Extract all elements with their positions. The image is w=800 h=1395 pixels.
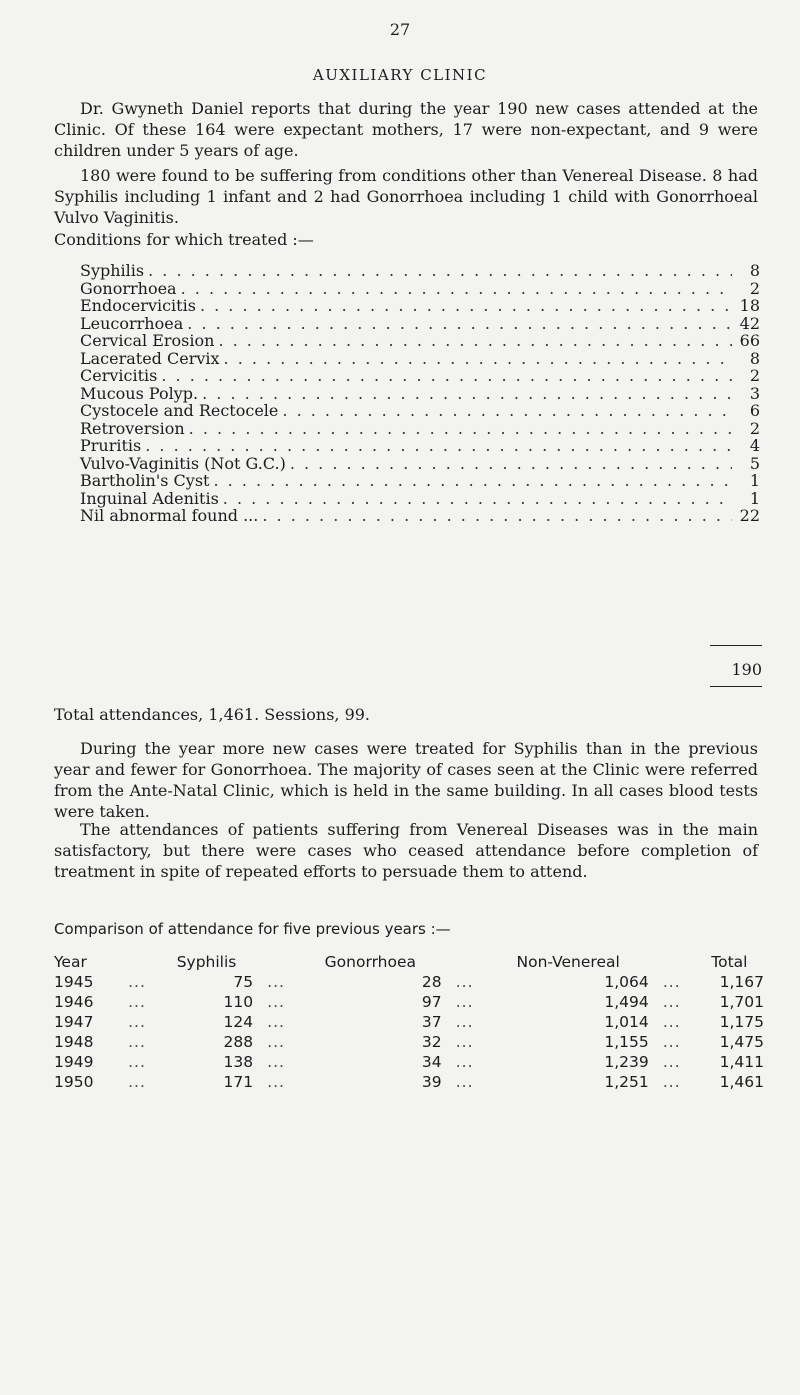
table-row <box>54 972 764 992</box>
cell-gonorrhoea: 32 <box>421 1033 442 1051</box>
leader-dots <box>224 350 732 368</box>
paragraph-attendance: The attendances of patients suffering from Venereal Diseases was in the main satisfactory, but there were cases who ceased attendance before completion of treatment in spite of repeated efforts to persuade them to attend. <box>54 820 758 881</box>
condition-count: 1 <box>749 488 760 508</box>
table-row <box>54 1052 764 1072</box>
condition-count: 5 <box>749 453 760 473</box>
paragraph-findings: 180 were found to be suffering from conditions other than Venereal Disease. 8 had Syphilis including 1 infant and 2 had Gonorrhoea including 1 child with Gonorrhoeal Vulvo Vaginitis. <box>54 166 758 227</box>
column-header-non-venereal: Non-Venereal <box>516 953 620 971</box>
paragraph-year-comparison: During the year more new cases were treated for Syphilis than in the previous year and fewer for Gonorrhoea. The majority of cases seen at the Clinic were referred from the Ante-Natal Clinic, which is held in the same building. In all cases blood tests were taken. <box>54 739 758 821</box>
condition-name: Nil abnormal found ... <box>80 506 259 525</box>
leader-dots <box>200 297 732 315</box>
conditions-total: 190 <box>731 660 762 679</box>
condition-name: Endocervicitis <box>80 296 196 315</box>
condition-count: 4 <box>749 436 760 455</box>
leader-dots: ... <box>662 1073 681 1091</box>
leader-dots <box>187 315 732 333</box>
cell-gonorrhoea: 97 <box>421 993 442 1011</box>
cell-total: 1,701 <box>719 993 764 1011</box>
leader-dots: ... <box>455 1013 474 1031</box>
condition-row <box>80 280 760 298</box>
condition-count: 22 <box>739 506 760 525</box>
cell-total: 1,475 <box>719 1033 764 1051</box>
table-row <box>54 992 764 1012</box>
leader-dots <box>202 385 732 403</box>
condition-count: 42 <box>739 313 760 333</box>
cell-gonorrhoea: 39 <box>421 1073 442 1091</box>
cell-total: 1,175 <box>719 1013 764 1031</box>
condition-name: Lacerated Cervix <box>80 348 220 368</box>
condition-count: 3 <box>749 383 760 403</box>
condition-count: 1 <box>749 471 760 490</box>
condition-name: Cervical Erosion <box>80 331 215 350</box>
table-header-row <box>54 952 764 972</box>
leader-dots: ... <box>455 993 474 1011</box>
sum-rule-top <box>710 645 762 646</box>
leader-dots: ... <box>455 973 474 991</box>
cell-syphilis: 124 <box>223 1013 254 1031</box>
cell-total: 1,167 <box>719 973 764 991</box>
condition-count: 66 <box>739 331 760 350</box>
cell-non-venereal: 1,251 <box>604 1073 649 1091</box>
condition-row <box>80 490 760 508</box>
cell-non-venereal: 1,155 <box>604 1033 649 1051</box>
leader-dots: ... <box>662 1033 681 1051</box>
condition-row <box>80 455 760 473</box>
condition-count: 18 <box>739 296 760 315</box>
leader-dots <box>148 262 732 280</box>
leader-dots: ... <box>662 973 681 991</box>
leader-dots: ... <box>128 1013 146 1031</box>
comparison-table <box>54 952 764 1092</box>
leader-dots <box>161 367 732 385</box>
condition-name: Cervicitis <box>80 366 158 385</box>
cell-syphilis: 171 <box>223 1073 254 1091</box>
conditions-heading: Conditions for which treated :— <box>54 230 314 249</box>
page-title: AUXILIARY CLINIC <box>312 66 488 84</box>
cell-year: 1947 <box>54 1013 94 1031</box>
cell-total: 1,461 <box>719 1073 764 1091</box>
leader-dots: ... <box>267 1013 285 1031</box>
leader-dots <box>189 420 732 438</box>
leader-dots: ... <box>455 1053 474 1071</box>
leader-dots: ... <box>455 1033 474 1051</box>
condition-count: 2 <box>749 366 760 385</box>
condition-row <box>80 507 760 525</box>
leader-dots: ... <box>267 1053 285 1071</box>
leader-dots <box>223 490 732 508</box>
leader-dots <box>262 507 732 525</box>
leader-dots: ... <box>662 993 681 1011</box>
condition-name: Vulvo-Vaginitis (Not G.C.) <box>80 453 286 473</box>
condition-row <box>80 437 760 455</box>
leader-dots: ... <box>267 973 285 991</box>
cell-total: 1,411 <box>719 1053 764 1071</box>
cell-year: 1945 <box>54 973 94 991</box>
cell-syphilis: 110 <box>223 993 254 1011</box>
condition-name: Leucorrhoea <box>80 313 184 333</box>
paragraph-intro: Dr. Gwyneth Daniel reports that during the year 190 new cases attended at the Clinic. Of these 164 were expectant mothers, 17 were non-expectant, and 9 were children under 5 years of age. <box>54 99 758 160</box>
cell-non-venereal: 1,014 <box>604 1013 649 1031</box>
conditions-list <box>80 262 760 525</box>
cell-year: 1946 <box>54 993 94 1011</box>
leader-dots <box>290 455 732 473</box>
table-row <box>54 1012 764 1032</box>
leader-dots: ... <box>662 1053 681 1071</box>
condition-row <box>80 350 760 368</box>
comparison-heading: Comparison of attendance for five previous years :— <box>54 920 451 938</box>
cell-year: 1950 <box>54 1073 94 1091</box>
column-header-syphilis: Syphilis <box>176 953 237 971</box>
condition-row <box>80 472 760 490</box>
cell-syphilis: 138 <box>223 1053 254 1071</box>
condition-name: Gonorrhoea <box>80 278 177 298</box>
condition-row <box>80 402 760 420</box>
leader-dots: ... <box>128 1073 146 1091</box>
leader-dots <box>213 472 732 490</box>
condition-name: Bartholin's Cyst <box>80 471 210 490</box>
condition-row <box>80 297 760 315</box>
cell-syphilis: 288 <box>223 1033 254 1051</box>
condition-name: Pruritis <box>80 436 142 455</box>
condition-name: Mucous Polyp. <box>80 383 199 403</box>
leader-dots: ... <box>128 1033 146 1051</box>
cell-gonorrhoea: 37 <box>421 1013 442 1031</box>
condition-name: Syphilis <box>80 261 145 280</box>
cell-non-venereal: 1,064 <box>604 973 649 991</box>
condition-count: 6 <box>749 401 760 420</box>
sum-rule-bottom <box>710 686 762 687</box>
cell-gonorrhoea: 34 <box>421 1053 442 1071</box>
condition-row <box>80 332 760 350</box>
condition-name: Inguinal Adenitis <box>80 488 219 508</box>
condition-name: Retroversion <box>80 418 185 438</box>
leader-dots: ... <box>128 993 146 1011</box>
leader-dots: ... <box>267 1033 285 1051</box>
column-header-year: Year <box>54 953 87 971</box>
condition-row <box>80 315 760 333</box>
leader-dots <box>181 280 732 298</box>
condition-row <box>80 385 760 403</box>
condition-count: 8 <box>749 261 760 280</box>
leader-dots: ... <box>128 973 146 991</box>
leader-dots: ... <box>267 993 285 1011</box>
table-row <box>54 1072 764 1092</box>
condition-row <box>80 367 760 385</box>
condition-row <box>80 420 760 438</box>
attendances-summary: Total attendances, 1,461. Sessions, 99. <box>54 705 371 724</box>
cell-syphilis: 75 <box>233 973 254 991</box>
cell-year: 1949 <box>54 1053 94 1071</box>
cell-non-venereal: 1,239 <box>604 1053 649 1071</box>
condition-name: Cystocele and Rectocele <box>80 401 279 420</box>
condition-count: 2 <box>749 418 760 438</box>
leader-dots <box>145 437 732 455</box>
condition-count: 2 <box>749 278 760 298</box>
leader-dots: ... <box>662 1013 681 1031</box>
cell-year: 1948 <box>54 1033 94 1051</box>
leader-dots: ... <box>455 1073 474 1091</box>
table-row <box>54 1032 764 1052</box>
leader-dots: ... <box>128 1053 146 1071</box>
column-header-total: Total <box>711 953 748 971</box>
condition-row <box>80 262 760 280</box>
cell-non-venereal: 1,494 <box>604 993 649 1011</box>
leader-dots: ... <box>267 1073 285 1091</box>
leader-dots <box>218 332 732 350</box>
condition-count: 8 <box>749 348 760 368</box>
page-number: 27 <box>389 20 411 39</box>
column-header-gonorrhoea: Gonorrhoea <box>324 953 417 971</box>
cell-gonorrhoea: 28 <box>421 973 442 991</box>
leader-dots <box>282 402 732 420</box>
